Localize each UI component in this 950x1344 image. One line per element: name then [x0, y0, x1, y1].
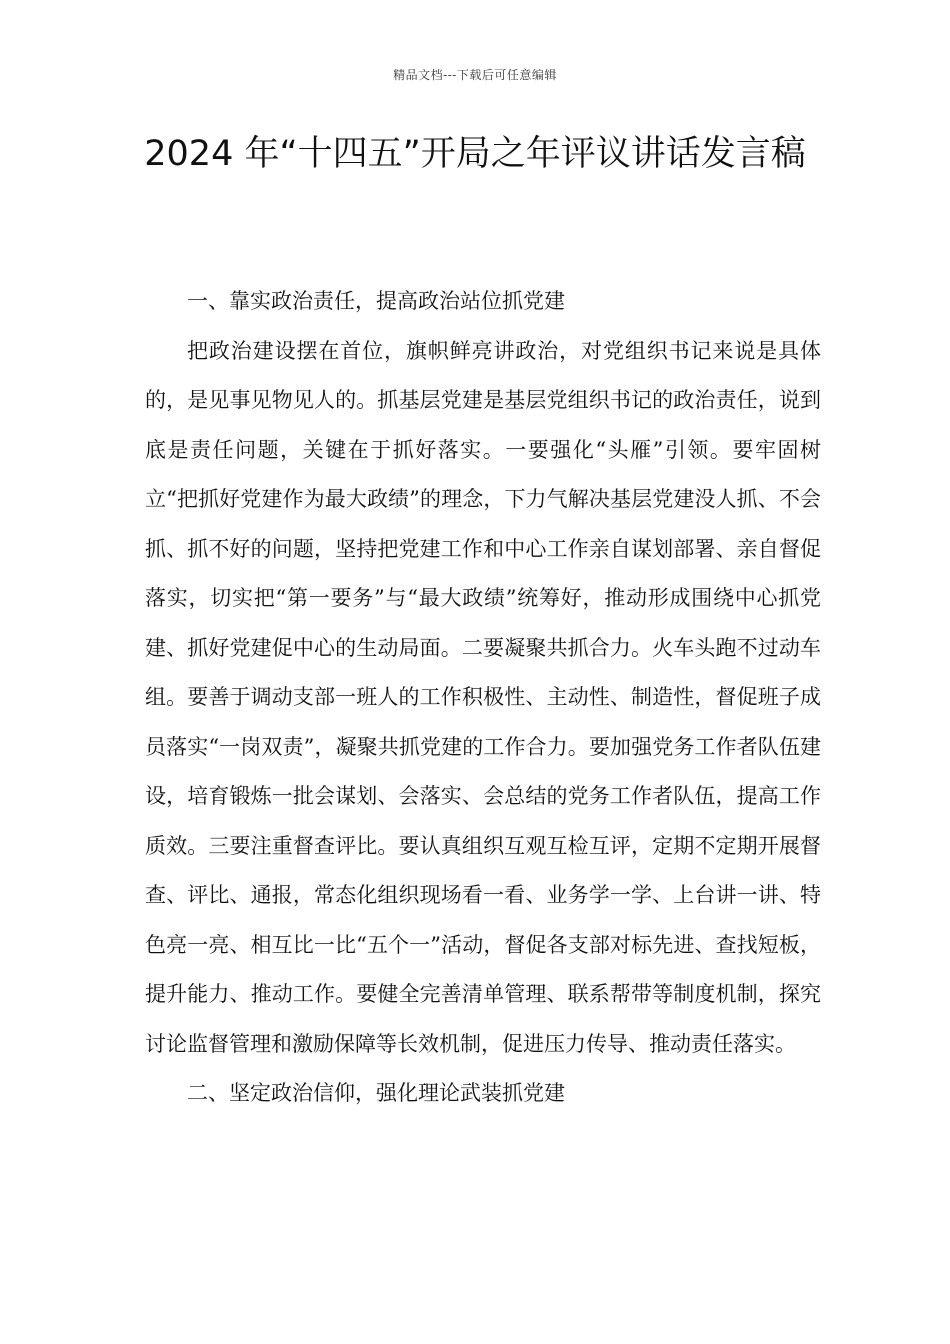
header-note: 精品文档---下载后可任意编辑 — [393, 68, 557, 82]
section-heading-1: 一、靠实政治责任，提高政治站位抓党建 — [187, 289, 565, 313]
section-paragraph-1: 把政治建设摆在首位，旗帜鲜亮讲政治，对党组织书记来说是具体的，是见事见物见人的。抓基层党建是基层党组织书记的政治责任，说到底是责任问题，关键在于抓好落实。一要强化“头雁”引领。要牢固树立“把抓好党建作为最大政绩”的理念，下力气解决基层党建没人抓、不会抓、抓不好的问题，坚持把党建工作和中心工作亲自谋划部署、亲自督促落实，切实把“第一要务”与“最大政绩”统筹好，推动形成围绕中心抓党建、抓好党建促中心的生动局面。二要凝聚共抓合力。火车头跑不过动车组。要善于调动支部一班人的工作积极性、主动性、制造性，督促班子成员落实“一岗双责”，凝聚共抓党建的工作合力。要加强党务工作者队伍建设，培育锻炼一批会谋划、会落实、会总结的党务工作者队伍，提高工作质效。三要注重督查评比。要认真组织互观互检互评，定期不定期开展督查、评比、通报，常态化组织现场看一看、业务学一学、上台讲一讲、特色亮一亮、相互比一比“五个一”活动，督促各支部对标先进、查找短板，提升能力、推动工作。要健全完善清单管理、联系帮带等制度机制，探究讨论监督管理和激励保障等长效机制，促进压力传导、推动责任落实。 — [145, 338, 821, 1056]
section-heading-2: 二、坚定政治信仰，强化理论武装抓党建 — [187, 1081, 565, 1105]
document-title: 2024 年“十四五”开局之年评议讲话发言稿 — [144, 134, 806, 174]
document-body — [145, 277, 821, 1119]
